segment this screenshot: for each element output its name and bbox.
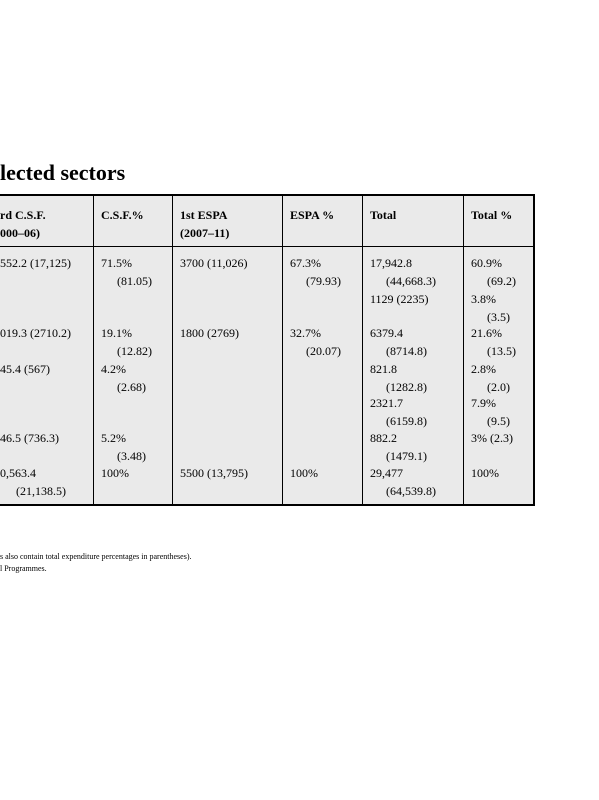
footnote: s also contain total expenditure percentages in parentheses). — [0, 552, 192, 561]
table-cell: 3.8% (3.5) — [471, 292, 510, 324]
column-divider — [463, 196, 464, 504]
table-cell: 29,477 (64,539.8) — [370, 466, 436, 498]
column-divider — [362, 196, 363, 504]
table-cell: 882.2 (1479.1) — [370, 431, 427, 463]
table-cell: 7.9% (9.5) — [471, 396, 510, 428]
table-cell: 821.8 (1282.8) — [370, 362, 427, 394]
table-cell: 100% — [471, 466, 499, 480]
table-cell: 100% — [290, 466, 318, 480]
header-cell: rd C.S.F. 000–06) — [0, 208, 46, 240]
table-cell: 45.4 (567) — [0, 362, 50, 376]
table-cell: 1800 (2769) — [180, 326, 239, 340]
table-cell: 5.2% (3.48) — [101, 431, 146, 463]
table-cell: 17,942.8 (44,668.3) — [370, 256, 436, 288]
header-cell: Total % — [471, 208, 513, 222]
table-cell: 0,563.4 (21,138.5) — [0, 466, 66, 498]
column-divider — [93, 196, 94, 504]
table-cell: 100% — [101, 466, 129, 480]
table-cell: 46.5 (736.3) — [0, 431, 59, 445]
column-divider — [172, 196, 173, 504]
table-cell: 60.9% (69.2) — [471, 256, 516, 288]
table-cell: 6379.4 (8714.8) — [370, 326, 427, 358]
data-table — [0, 194, 535, 506]
table-cell: 19.1% (12.82) — [101, 326, 152, 358]
header-cell: ESPA % — [290, 208, 335, 222]
header-divider — [0, 246, 533, 247]
table-cell: 4.2% (2.68) — [101, 362, 146, 394]
table-cell: 32.7% (20.07) — [290, 326, 341, 358]
table-cell: 552.2 (17,125) — [0, 256, 71, 270]
table-cell: 1129 (2235) — [370, 292, 429, 306]
table-cell: 21.6% (13.5) — [471, 326, 516, 358]
table-cell: 5500 (13,795) — [180, 466, 248, 480]
table-cell: 3700 (11,026) — [180, 256, 248, 270]
footnote: l Programmes. — [0, 564, 47, 573]
table-cell: 3% (2.3) — [471, 431, 513, 445]
column-divider — [282, 196, 283, 504]
table-cell: 019.3 (2710.2) — [0, 326, 71, 340]
table-cell: 67.3% (79.93) — [290, 256, 341, 288]
table-heading: lected sectors — [0, 160, 126, 185]
header-cell: 1st ESPA (2007–11) — [180, 208, 230, 240]
table-cell: 71.5% (81.05) — [101, 256, 152, 288]
header-cell: C.S.F.% — [101, 208, 144, 222]
table-cell: 2321.7 (6159.8) — [370, 396, 427, 428]
header-cell: Total — [370, 208, 397, 222]
table-cell: 2.8% (2.0) — [471, 362, 510, 394]
